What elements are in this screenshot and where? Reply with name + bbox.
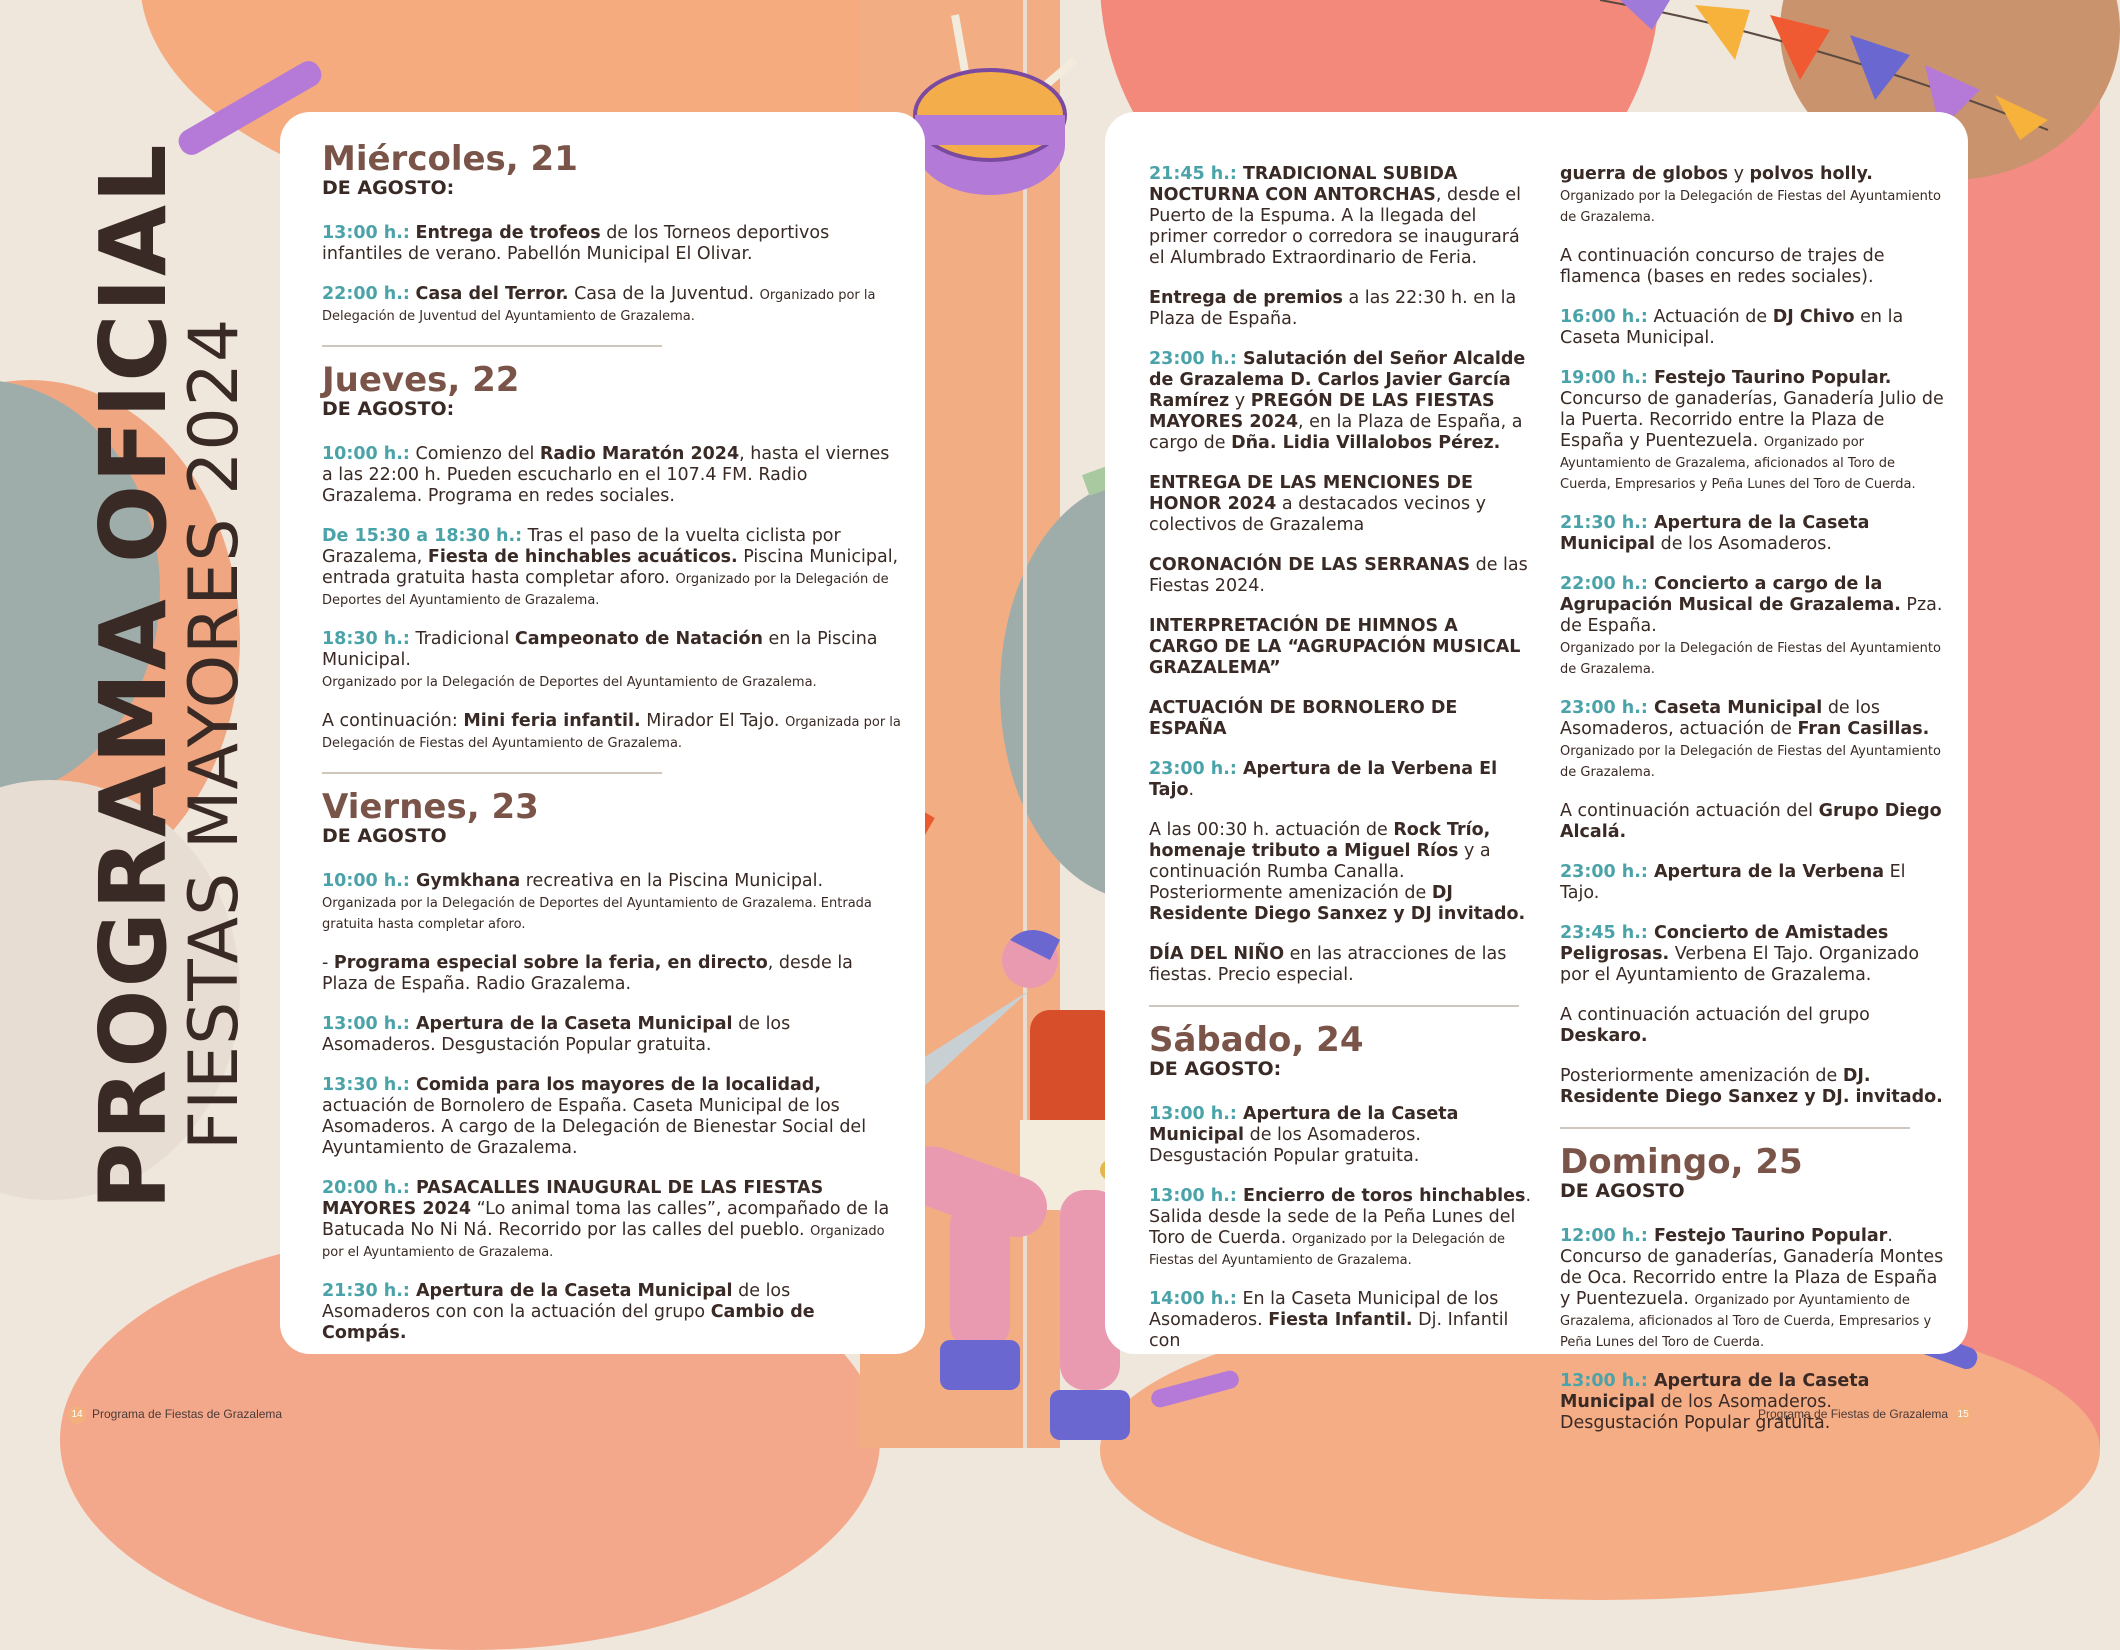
event: 21:45 h.: TRADICIONAL SUBIDA NOCTURNA CON ANTORCHAS, desde el Puerto de la Espuma. A la llegada del primer corredor o corredora se inaugurará el Alumbrado Extraordinario de Feria. — [1149, 164, 1522, 268]
event: 23:00 h.: Apertura de la Verbena El Tajo. — [1149, 759, 1498, 800]
event: A las 00:30 h. actuación de Rock Trío, homenaje tributo a Miguel Ríos y a continuación Rumba Canalla. Posteriormente amenización de DJ Residente Diego Sanxez y DJ invitado. — [1149, 820, 1526, 924]
title-fiestas-mayores: FIESTAS MAYORES 2024 — [175, 317, 254, 1150]
event: DÍA DEL NIÑO en las atracciones de las fiestas. Precio especial. — [1149, 944, 1507, 985]
event: A continuación: Mini feria infantil. Mirador El Tajo. Organizada por la Delegación de Fiestas del Ayuntamiento de Grazalema. — [322, 711, 901, 751]
event: ACTUACIÓN DE BORNOLERO DE ESPAÑA — [1149, 698, 1458, 739]
event: 10:00 h.: Gymkhana recreativa en la Piscina Municipal. Organizada por la Delegación de Deportes del Ayuntamiento de Grazalema. Entrada gratuita hasta completar aforo. — [322, 871, 872, 932]
event: 23:00 h.: Apertura de la Verbena El Tajo. — [1560, 862, 1906, 903]
event: 22:00 h.: Concierto a cargo de la Agrupación Musical de Grazalema. Pza. de España. Organizado por la Delegación de Fiestas del Ayuntamiento de Grazalema. — [1560, 574, 1943, 677]
day-heading: Sábado, 24 — [1149, 1020, 1364, 1060]
column-2 — [1149, 164, 1531, 1371]
event: ENTREGA DE LAS MENCIONES DE HONOR 2024 a destacados vecinos y colectivos de Grazalema — [1149, 473, 1487, 535]
event: 16:00 h.: Actuación de DJ Chivo en la Caseta Municipal. — [1560, 307, 1904, 348]
event: 13:00 h.: Apertura de la Caseta Municipal de los Asomaderos. Desgustación Popular gratuita. — [1560, 1371, 1870, 1433]
page-number-left: 14 — [68, 1406, 86, 1424]
column-3 — [1560, 164, 1945, 1453]
event: guerra de globos y polvos holly. Organizado por la Delegación de Fiestas del Ayuntamiento de Grazalema. — [1560, 164, 1941, 225]
event: - Programa especial sobre la feria, en directo, desde la Plaza de España. Radio Grazalema. — [322, 953, 853, 994]
day-heading: Domingo, 25 — [1560, 1142, 1803, 1182]
event: 14:00 h.: En la Caseta Municipal de los Asomaderos. Fiesta Infantil. Dj. Infantil con — [1149, 1289, 1509, 1351]
event: 23:00 h.: Salutación del Señor Alcalde de Grazalema D. Carlos Javier García Ramírez y PREGÓN DE LAS FIESTAS MAYORES 2024, en la Plaza de España, a cargo de Dña. Lidia Villalobos Pérez. — [1149, 349, 1526, 453]
footer-label: Programa de Fiestas de Grazalema — [92, 1407, 283, 1422]
footer-left — [68, 1406, 282, 1424]
divider — [1149, 1005, 1519, 1007]
event: 20:00 h.: PASACALLES INAUGURAL DE LAS FIESTAS MAYORES 2024 “Lo animal toma las calles”, acompañado de la Batucada No Ni Ná. Recorrido por las calles del pueblo. Organizado por el Ayuntamiento de Grazalema. — [322, 1178, 890, 1260]
day-wednesday — [322, 140, 902, 326]
event: 18:30 h.: Tradicional Campeonato de Natación en la Piscina Municipal. Organizado por la Delegación de Deportes del Ayuntamiento de Grazalema. — [322, 629, 878, 690]
day-heading: Miércoles, 21 — [322, 139, 578, 179]
event: 22:00 h.: Casa del Terror. Casa de la Juventud. Organizado por la Delegación de Juventud del Ayuntamiento de Grazalema. — [322, 284, 876, 324]
day-thursday — [322, 361, 902, 753]
event: A continuación actuación del grupo Deskaro. — [1560, 1005, 1870, 1046]
title-programa-oficial: PROGRAMA OFICIAL — [80, 142, 187, 1210]
event: 13:00 h.: Apertura de la Caseta Municipal de los Asomaderos. Desgustación Popular gratuita. — [1149, 1104, 1459, 1166]
day-heading: Jueves, 22 — [322, 360, 520, 400]
event: 19:00 h.: Festejo Taurino Popular. Concurso de ganaderías, Ganadería Julio de la Puerta. Recorrido entre la Plaza de España y Puentezuela. Organizado por Ayuntamiento de Grazalema, aficionados al Toro de Cuerda, Empresarios y Peña Lunes del Toro de Cuerda. — [1560, 368, 1944, 492]
event: 12:00 h.: Festejo Taurino Popular. Concurso de ganaderías, Ganadería Montes de Oca. Recorrido entre la Plaza de España y Puentezuela. Organizado por Ayuntamiento de Grazalema, aficionados al Toro de Cuerda, Empresarios y Peña Lunes del Toro de Cuerda. — [1560, 1226, 1944, 1350]
day-saturday — [1149, 1021, 1531, 1352]
event: 10:00 h.: Comienzo del Radio Maratón 2024, hasta el viernes a las 22:00 h. Pueden escucharlo en el 107.4 FM. Radio Grazalema. Programa en redes sociales. — [322, 444, 890, 506]
event: 23:45 h.: Concierto de Amistades Peligrosas. Verbena El Tajo. Organizado por el Ayuntamiento de Grazalema. — [1560, 923, 1920, 985]
event: CORONACIÓN DE LAS SERRANAS de las Fiestas 2024. — [1149, 555, 1528, 596]
page-number-right: 15 — [1954, 1406, 1972, 1424]
footer-right — [1758, 1406, 1972, 1424]
event: INTERPRETACIÓN DE HIMNOS A CARGO DE LA “AGRUPACIÓN MUSICAL GRAZALEMA” — [1149, 616, 1521, 678]
day-friday — [322, 788, 902, 1344]
event: 21:30 h.: Apertura de la Caseta Municipal de los Asomaderos con con la actuación del grupo Cambio de Compás. — [322, 1281, 815, 1343]
day-sunday — [1560, 1143, 1945, 1434]
day-month: DE AGOSTO — [1560, 1180, 1685, 1202]
event: A continuación concurso de trajes de flamenca (bases en redes sociales). — [1560, 246, 1885, 287]
divider — [1560, 1127, 1910, 1129]
event: 13:30 h.: Comida para los mayores de la localidad, actuación de Bornolero de España. Caseta Municipal de los Asomaderos. A cargo de la Delegación de Bienestar Social del Ayuntamiento de Grazalema. — [322, 1075, 867, 1158]
footer-label: Programa de Fiestas de Grazalema — [1758, 1407, 1949, 1422]
column-1 — [322, 140, 902, 1363]
event: Entrega de premios a las 22:30 h. en la Plaza de España. — [1149, 288, 1517, 329]
event: De 15:30 a 18:30 h.: Tras el paso de la vuelta ciclista por Grazalema, Fiesta de hinchables acuáticos. Piscina Municipal, entrada gratuita hasta completar aforo. Organizado por la Delegación de Deportes del Ayuntamiento de Grazalema. — [322, 526, 899, 608]
day-month: DE AGOSTO: — [322, 398, 455, 420]
event: 13:00 h.: Apertura de la Caseta Municipal de los Asomaderos. Desgustación Popular gratuita. — [322, 1014, 791, 1055]
day-month: DE AGOSTO: — [322, 177, 455, 199]
event: Posteriormente amenización de DJ. Residente Diego Sanxez y DJ. invitado. — [1560, 1066, 1943, 1107]
day-month: DE AGOSTO — [322, 825, 447, 847]
event: 13:00 h.: Encierro de toros hinchables. Salida desde la sede de la Peña Lunes del Toro de Cuerda. Organizado por la Delegación de Fiestas del Ayuntamiento de Grazalema. — [1149, 1186, 1532, 1268]
divider — [322, 772, 662, 774]
day-heading: Viernes, 23 — [322, 787, 539, 827]
divider — [322, 345, 662, 347]
event: 21:30 h.: Apertura de la Caseta Municipal de los Asomaderos. — [1560, 513, 1870, 554]
program-card-left — [280, 112, 925, 1354]
event: 23:00 h.: Caseta Municipal de los Asomaderos, actuación de Fran Casillas. Organizado por la Delegación de Fiestas del Ayuntamiento de Grazalema. — [1560, 698, 1941, 780]
day-month: DE AGOSTO: — [1149, 1058, 1282, 1080]
event: A continuación actuación del Grupo Diego Alcalá. — [1560, 801, 1942, 842]
event: 13:00 h.: Entrega de trofeos de los Torneos deportivos infantiles de verano. Pabellón Municipal El Olivar. — [322, 223, 830, 264]
